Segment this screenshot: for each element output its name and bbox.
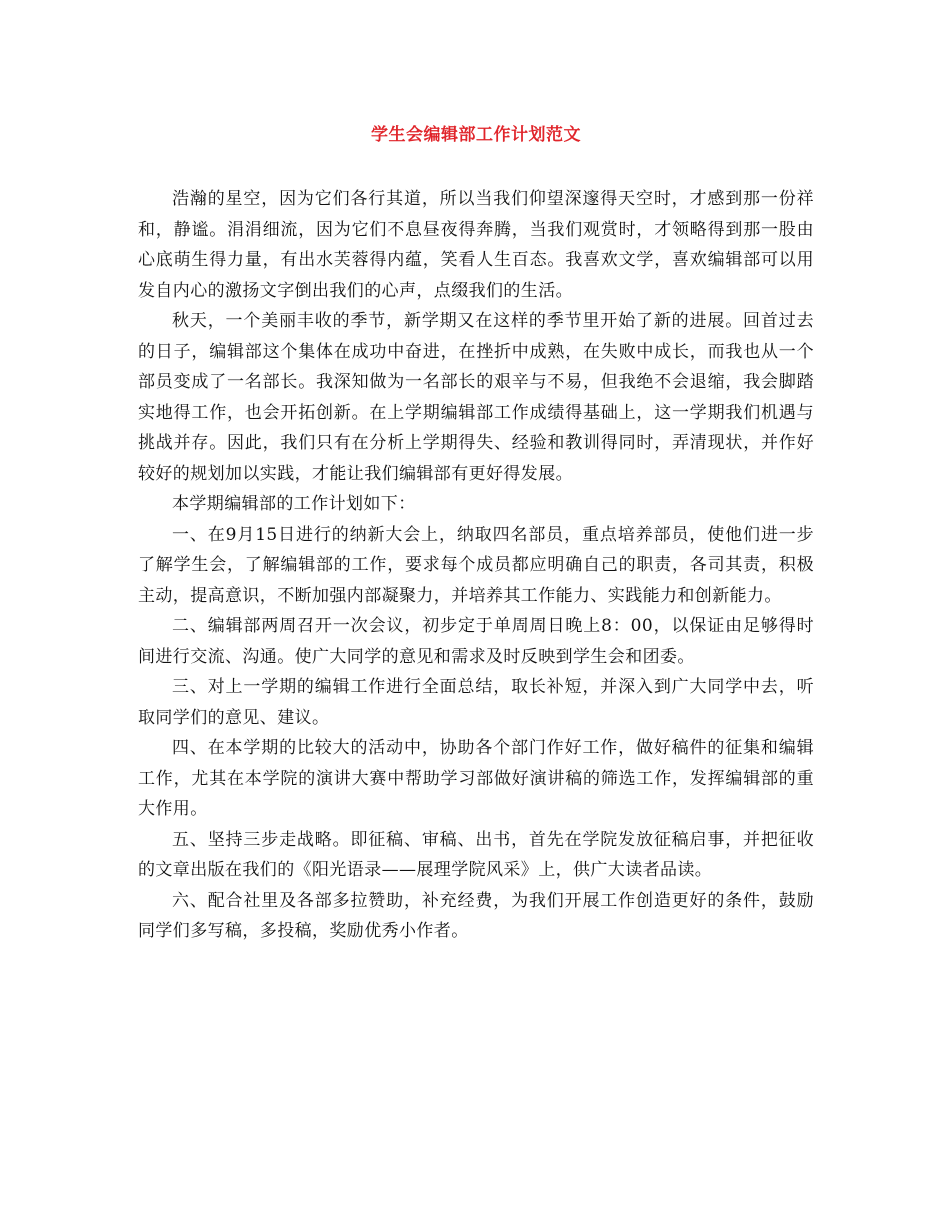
document-page [138,0,814,1230]
paragraph-item-6: 六、配合社里及各部多拉赞助，补充经费，为我们开展工作创造更好的条件，鼓励同学们多写稿，多投稿，奖励优秀小作者。 [138,890,814,941]
document-title: 学生会编辑部工作计划范文 [371,125,581,145]
paragraph-plan-heading: 本学期编辑部的工作计划如下： [172,494,416,514]
paragraph-item-1: 一、在9月15日进行的纳新大会上，纳取四名部员，重点培养部员，使他们进一步了解学生会，了解编辑部的工作，要求每个成员都应明确自己的职责，各司其责，积极主动，提高意识，不断加强内部凝聚力，并培养其工作能力、实践能力和创新能力。 [138,524,814,606]
paragraph-item-3: 三、对上一学期的编辑工作进行全面总结，取长补短，并深入到广大同学中去，听取同学们的意见、建议。 [138,677,814,728]
paragraph-item-5: 五、坚持三步走战略。即征稿、审稿、出书，首先在学院发放征稿启事，并把征收的文章出版在我们的《阳光语录——展理学院风采》上，供广大读者品读。 [138,829,814,880]
paragraph-item-2: 二、编辑部两周召开一次会议，初步定于单周周日晚上8：00，以保证由足够得时间进行交流、沟通。使广大同学的意见和需求及时反映到学生会和团委。 [138,616,814,667]
paragraph-intro: 浩瀚的星空，因为它们各行其道，所以当我们仰望深邃得天空时，才感到那一份祥和，静谧。涓涓细流，因为它们不息昼夜得奔腾，当我们观赏时，才领略得到那一股由心底萌生得力量，有出水芙蓉得内蕴，笑看人生百态。我喜欢文学，喜欢编辑部可以用发自内心的激扬文字倒出我们的心声，点缀我们的生活。 [138,189,814,301]
paragraph-item-4: 四、在本学期的比较大的活动中，协助各个部门作好工作，做好稿件的征集和编辑工作，尤其在本学院的演讲大赛中帮助学习部做好演讲稿的筛选工作，发挥编辑部的重大作用。 [138,738,814,819]
paragraph-autumn: 秋天，一个美丽丰收的季节，新学期又在这样的季节里开始了新的进展。回首过去的日子，编辑部这个集体在成功中奋进，在挫折中成熟，在失败中成长，而我也从一个部员变成了一名部长。我深知做为一名部长的艰辛与不易，但我绝不会退缩，我会脚踏实地得工作，也会开拓创新。在上学期编辑部工作成绩得基础上，这一学期我们机遇与挑战并存。因此，我们只有在分析上学期得失、经验和教训得同时，弄清现状，并作好较好的规划加以实践，才能让我们编辑部有更好得发展。 [138,311,814,484]
document-body [138,184,814,947]
